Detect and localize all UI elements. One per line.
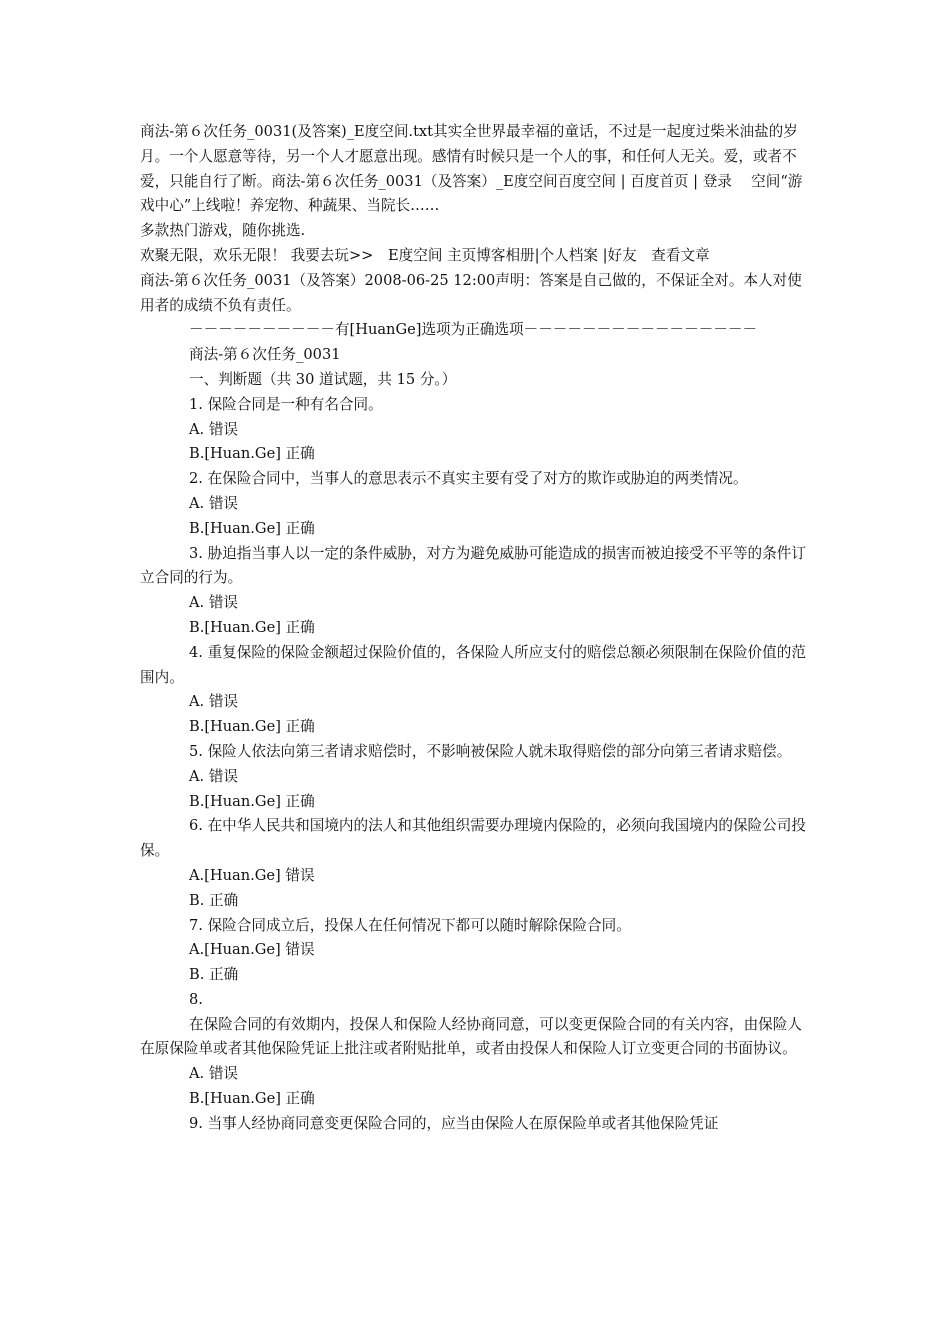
intro-line-d: 商法-第６次任务_0031（及答案）2008-06-25 12:00声明：答案是自己做的，不保证全对。本人对使用者的成绩不负有责任。	[140, 271, 802, 314]
question-text: 7. 保险合同成立后，投保人在任何情况下都可以随时解除保险合同。	[189, 916, 631, 934]
doc-title: 商法-第６次任务_0031	[189, 346, 341, 364]
option-a: A. 错误	[189, 1065, 239, 1083]
option-a: A.[Huan.Ge] 错误	[189, 866, 315, 884]
question-6	[140, 814, 812, 913]
option-b: B.[Huan.Ge] 正确	[189, 618, 315, 636]
option-b: B.[Huan.Ge] 正确	[189, 519, 315, 537]
option-a: A. 错误	[189, 494, 239, 512]
question-4	[140, 641, 812, 740]
intro-line-b: 多款热门游戏，随你挑选.	[140, 222, 306, 240]
question-8	[140, 988, 812, 1112]
option-a: A. 错误	[189, 594, 239, 612]
option-a: A.[Huan.Ge] 错误	[189, 941, 315, 959]
section-title: 一、判断题（共 30 道试题，共 15 分。）	[189, 370, 457, 388]
question-2	[140, 467, 812, 541]
option-b: B. 正确	[189, 966, 239, 984]
document-page	[140, 120, 812, 1137]
question-7	[140, 914, 812, 988]
question-text: 3. 胁迫指当事人以一定的条件威胁，对方为避免威胁可能造成的损害而被迫接受不平等的条件订立合同的行为。	[140, 544, 806, 587]
question-5	[140, 740, 812, 814]
correct-option-notice: －－－－－－－－－－有[HuanGe]选项为正确选项－－－－－－－－－－－－－－－－	[189, 321, 758, 339]
question-3	[140, 542, 812, 641]
question-text: 6. 在中华人民共和国境内的法人和其他组织需要办理境内保险的，必须向我国境内的保险公司投保。	[140, 817, 806, 860]
option-a: A. 错误	[189, 420, 239, 438]
question-1	[140, 393, 812, 467]
question-text: 4. 重复保险的保险金额超过保险价值的，各保险人所应支付的赔偿总额必须限制在保险价值的范围内。	[140, 643, 806, 686]
intro-line-c: 欢聚无限，欢乐无限！ 我要去玩>> E度空间 主页博客相册|个人档案 |好友 查看文章	[140, 246, 710, 264]
option-b: B. 正确	[189, 891, 239, 909]
question-9	[140, 1112, 812, 1137]
option-b: B.[Huan.Ge] 正确	[189, 445, 315, 463]
question-text: 1. 保险合同是一种有名合同。	[189, 395, 383, 413]
question-text: 5. 保险人依法向第三者请求赔偿时，不影响被保险人就未取得赔偿的部分向第三者请求赔偿。	[189, 742, 792, 760]
option-b: B.[Huan.Ge] 正确	[189, 792, 315, 810]
option-b: B.[Huan.Ge] 正确	[189, 718, 315, 736]
option-a: A. 错误	[189, 767, 239, 785]
question-text: 在保险合同的有效期内，投保人和保险人经协商同意，可以变更保险合同的有关内容，由保险人在原保险单或者其他保险凭证上批注或者附贴批单，或者由投保人和保险人订立变更合同的书面协议。	[140, 1015, 802, 1058]
intro-line-a: 商法-第６次任务_0031(及答案)_E度空间.txt其实全世界最幸福的童话，不过是一起度过柴米油盐的岁月。一个人愿意等待，另一个人才愿意出现。感情有时候只是一个人的事，和任何人无关。爱，或者不爱，只能自行了断。商法-第６次任务_0031（及答案）_E度空间百度空间 | 百度首页 | 登录 空间“游戏中心”上线啦！养宠物、种蔬果、当院长……	[140, 123, 803, 215]
option-a: A. 错误	[189, 693, 239, 711]
question-number: 8.	[189, 990, 203, 1008]
option-b: B.[Huan.Ge] 正确	[189, 1090, 315, 1108]
question-text: 9. 当事人经协商同意变更保险合同的，应当由保险人在原保险单或者其他保险凭证	[189, 1114, 719, 1132]
question-text: 2. 在保险合同中，当事人的意思表示不真实主要有受了对方的欺诈或胁迫的两类情况。	[189, 470, 748, 488]
